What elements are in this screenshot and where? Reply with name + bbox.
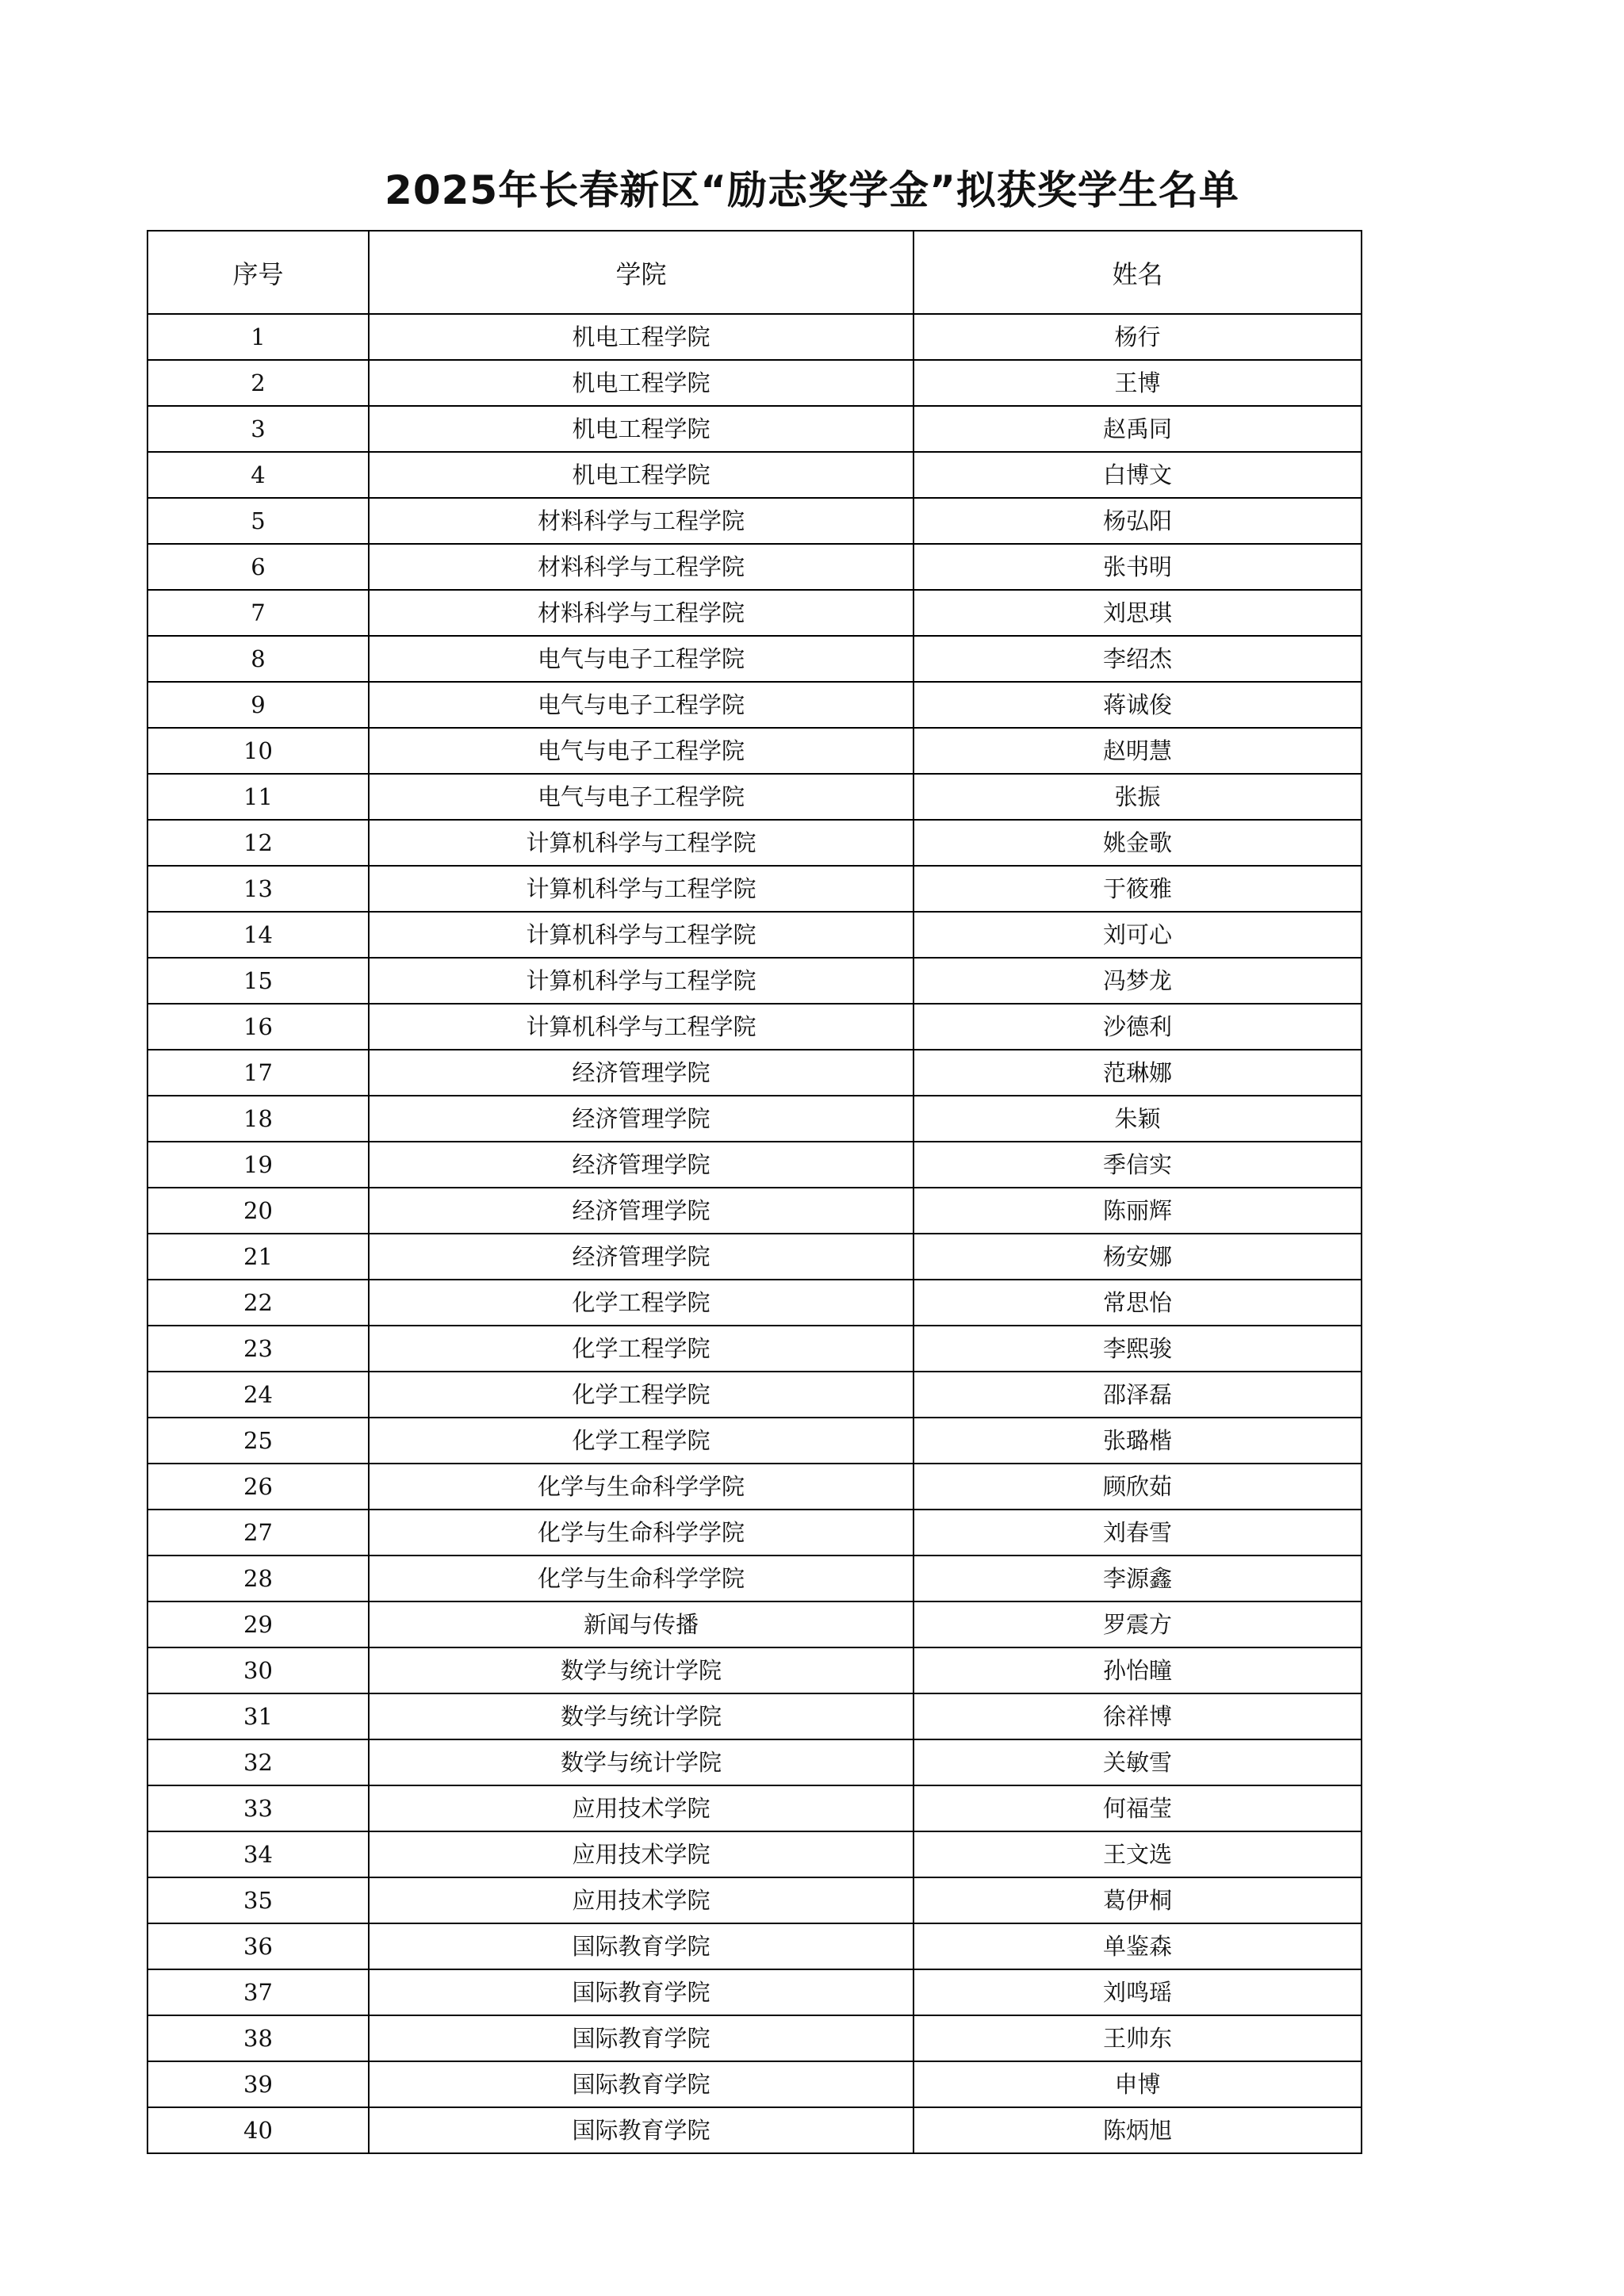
cell-index: 11: [147, 774, 369, 820]
table-row: [147, 682, 1362, 728]
cell-index: 13: [147, 866, 369, 912]
cell-index: 9: [147, 682, 369, 728]
cell-name: 杨行: [914, 314, 1362, 360]
cell-name: 白博文: [914, 452, 1362, 498]
table-row: [147, 2015, 1362, 2061]
table-row: [147, 1188, 1362, 1234]
cell-college: 化学工程学院: [369, 1280, 914, 1326]
cell-index: 5: [147, 498, 369, 544]
cell-college: 数学与统计学院: [369, 1647, 914, 1693]
cell-index: 22: [147, 1280, 369, 1326]
cell-name: 冯梦龙: [914, 958, 1362, 1004]
cell-college: 电气与电子工程学院: [369, 636, 914, 682]
scholarship-roster-table: [147, 230, 1362, 2154]
cell-index: 4: [147, 452, 369, 498]
cell-name: 徐祥博: [914, 1693, 1362, 1739]
cell-college: 机电工程学院: [369, 314, 914, 360]
cell-college: 化学工程学院: [369, 1418, 914, 1464]
cell-name: 赵明慧: [914, 728, 1362, 774]
cell-index: 27: [147, 1510, 369, 1556]
cell-college: 经济管理学院: [369, 1234, 914, 1280]
cell-name: 申博: [914, 2061, 1362, 2107]
cell-college: 国际教育学院: [369, 1969, 914, 2015]
cell-index: 17: [147, 1050, 369, 1096]
cell-index: 12: [147, 820, 369, 866]
table-row: [147, 1510, 1362, 1556]
cell-name: 陈炳旭: [914, 2107, 1362, 2153]
cell-college: 数学与统计学院: [369, 1739, 914, 1785]
table-row: [147, 728, 1362, 774]
cell-college: 化学与生命科学学院: [369, 1464, 914, 1510]
cell-name: 关敏雪: [914, 1739, 1362, 1785]
cell-name: 张璐楷: [914, 1418, 1362, 1464]
cell-college: 经济管理学院: [369, 1050, 914, 1096]
cell-name: 姚金歌: [914, 820, 1362, 866]
table-row: [147, 2107, 1362, 2153]
cell-index: 15: [147, 958, 369, 1004]
table-row: [147, 1326, 1362, 1372]
cell-index: 3: [147, 406, 369, 452]
cell-index: 8: [147, 636, 369, 682]
cell-college: 化学工程学院: [369, 1372, 914, 1418]
cell-name: 刘春雪: [914, 1510, 1362, 1556]
table-row: [147, 452, 1362, 498]
table-row: [147, 1785, 1362, 1831]
cell-name: 王帅东: [914, 2015, 1362, 2061]
cell-name: 李绍杰: [914, 636, 1362, 682]
cell-index: 2: [147, 360, 369, 406]
cell-name: 朱颖: [914, 1096, 1362, 1142]
cell-name: 孙怡瞳: [914, 1647, 1362, 1693]
table-row: [147, 1969, 1362, 2015]
cell-name: 杨弘阳: [914, 498, 1362, 544]
table-body: [147, 314, 1362, 2153]
table-row: [147, 820, 1362, 866]
cell-name: 蒋诚俊: [914, 682, 1362, 728]
cell-college: 电气与电子工程学院: [369, 728, 914, 774]
table-row: [147, 912, 1362, 958]
cell-college: 计算机科学与工程学院: [369, 958, 914, 1004]
cell-name: 王博: [914, 360, 1362, 406]
table-row: [147, 1280, 1362, 1326]
cell-college: 化学与生命科学学院: [369, 1510, 914, 1556]
table-header: [147, 231, 1362, 314]
header-college: 学院: [369, 231, 914, 314]
cell-name: 张振: [914, 774, 1362, 820]
header-name: 姓名: [914, 231, 1362, 314]
cell-index: 25: [147, 1418, 369, 1464]
cell-college: 国际教育学院: [369, 2015, 914, 2061]
cell-college: 材料科学与工程学院: [369, 544, 914, 590]
cell-name: 季信实: [914, 1142, 1362, 1188]
cell-index: 30: [147, 1647, 369, 1693]
cell-index: 1: [147, 314, 369, 360]
table-row: [147, 360, 1362, 406]
table-row: [147, 636, 1362, 682]
table-row: [147, 590, 1362, 636]
cell-college: 经济管理学院: [369, 1142, 914, 1188]
header-row: [147, 231, 1362, 314]
cell-name: 葛伊桐: [914, 1877, 1362, 1923]
cell-name: 范琳娜: [914, 1050, 1362, 1096]
table-row: [147, 544, 1362, 590]
cell-index: 39: [147, 2061, 369, 2107]
table-row: [147, 406, 1362, 452]
cell-name: 王文选: [914, 1831, 1362, 1877]
table-row: [147, 1234, 1362, 1280]
cell-name: 常思怡: [914, 1280, 1362, 1326]
cell-name: 李源鑫: [914, 1556, 1362, 1601]
cell-name: 罗震方: [914, 1601, 1362, 1647]
cell-index: 7: [147, 590, 369, 636]
table-row: [147, 1464, 1362, 1510]
table-row: [147, 1096, 1362, 1142]
document-title: 2025年长春新区“励志奖学金”拟获奖学生名单: [385, 167, 1239, 213]
table-row: [147, 1556, 1362, 1601]
cell-name: 于筱雅: [914, 866, 1362, 912]
cell-college: 国际教育学院: [369, 2107, 914, 2153]
cell-name: 赵禹同: [914, 406, 1362, 452]
cell-name: 沙德利: [914, 1004, 1362, 1050]
cell-college: 国际教育学院: [369, 2061, 914, 2107]
cell-index: 29: [147, 1601, 369, 1647]
cell-college: 化学工程学院: [369, 1326, 914, 1372]
cell-index: 21: [147, 1234, 369, 1280]
cell-index: 24: [147, 1372, 369, 1418]
table-row: [147, 1877, 1362, 1923]
cell-name: 何福莹: [914, 1785, 1362, 1831]
table-row: [147, 1601, 1362, 1647]
cell-index: 18: [147, 1096, 369, 1142]
cell-index: 37: [147, 1969, 369, 2015]
cell-index: 28: [147, 1556, 369, 1601]
cell-index: 36: [147, 1923, 369, 1969]
cell-college: 数学与统计学院: [369, 1693, 914, 1739]
table-row: [147, 1142, 1362, 1188]
table-row: [147, 498, 1362, 544]
table-row: [147, 1372, 1362, 1418]
cell-name: 邵泽磊: [914, 1372, 1362, 1418]
cell-college: 计算机科学与工程学院: [369, 866, 914, 912]
cell-index: 14: [147, 912, 369, 958]
cell-index: 32: [147, 1739, 369, 1785]
cell-college: 材料科学与工程学院: [369, 590, 914, 636]
table-row: [147, 1831, 1362, 1877]
cell-college: 电气与电子工程学院: [369, 682, 914, 728]
cell-name: 刘思琪: [914, 590, 1362, 636]
cell-college: 材料科学与工程学院: [369, 498, 914, 544]
cell-college: 应用技术学院: [369, 1785, 914, 1831]
cell-index: 26: [147, 1464, 369, 1510]
cell-index: 34: [147, 1831, 369, 1877]
cell-name: 刘可心: [914, 912, 1362, 958]
header-index: 序号: [147, 231, 369, 314]
table-row: [147, 1418, 1362, 1464]
cell-index: 19: [147, 1142, 369, 1188]
cell-college: 应用技术学院: [369, 1877, 914, 1923]
cell-index: 35: [147, 1877, 369, 1923]
cell-index: 6: [147, 544, 369, 590]
cell-index: 33: [147, 1785, 369, 1831]
table-row: [147, 1739, 1362, 1785]
table-row: [147, 1647, 1362, 1693]
cell-college: 机电工程学院: [369, 360, 914, 406]
cell-college: 化学与生命科学学院: [369, 1556, 914, 1601]
cell-name: 刘鸣瑶: [914, 1969, 1362, 2015]
table-row: [147, 1693, 1362, 1739]
cell-college: 机电工程学院: [369, 452, 914, 498]
cell-index: 23: [147, 1326, 369, 1372]
table-row: [147, 958, 1362, 1004]
table-row: [147, 1050, 1362, 1096]
cell-name: 杨安娜: [914, 1234, 1362, 1280]
cell-college: 新闻与传播: [369, 1601, 914, 1647]
cell-name: 顾欣茹: [914, 1464, 1362, 1510]
cell-college: 经济管理学院: [369, 1188, 914, 1234]
cell-name: 张书明: [914, 544, 1362, 590]
cell-name: 陈丽辉: [914, 1188, 1362, 1234]
table-row: [147, 866, 1362, 912]
cell-index: 31: [147, 1693, 369, 1739]
cell-index: 10: [147, 728, 369, 774]
cell-index: 38: [147, 2015, 369, 2061]
cell-index: 40: [147, 2107, 369, 2153]
cell-college: 应用技术学院: [369, 1831, 914, 1877]
cell-index: 16: [147, 1004, 369, 1050]
cell-college: 电气与电子工程学院: [369, 774, 914, 820]
cell-college: 计算机科学与工程学院: [369, 1004, 914, 1050]
cell-name: 单鉴森: [914, 1923, 1362, 1969]
table-row: [147, 314, 1362, 360]
cell-index: 20: [147, 1188, 369, 1234]
table-row: [147, 1004, 1362, 1050]
cell-college: 计算机科学与工程学院: [369, 912, 914, 958]
cell-college: 国际教育学院: [369, 1923, 914, 1969]
table-row: [147, 1923, 1362, 1969]
table-row: [147, 2061, 1362, 2107]
cell-college: 计算机科学与工程学院: [369, 820, 914, 866]
cell-college: 机电工程学院: [369, 406, 914, 452]
table-row: [147, 774, 1362, 820]
cell-name: 李熙骏: [914, 1326, 1362, 1372]
cell-college: 经济管理学院: [369, 1096, 914, 1142]
